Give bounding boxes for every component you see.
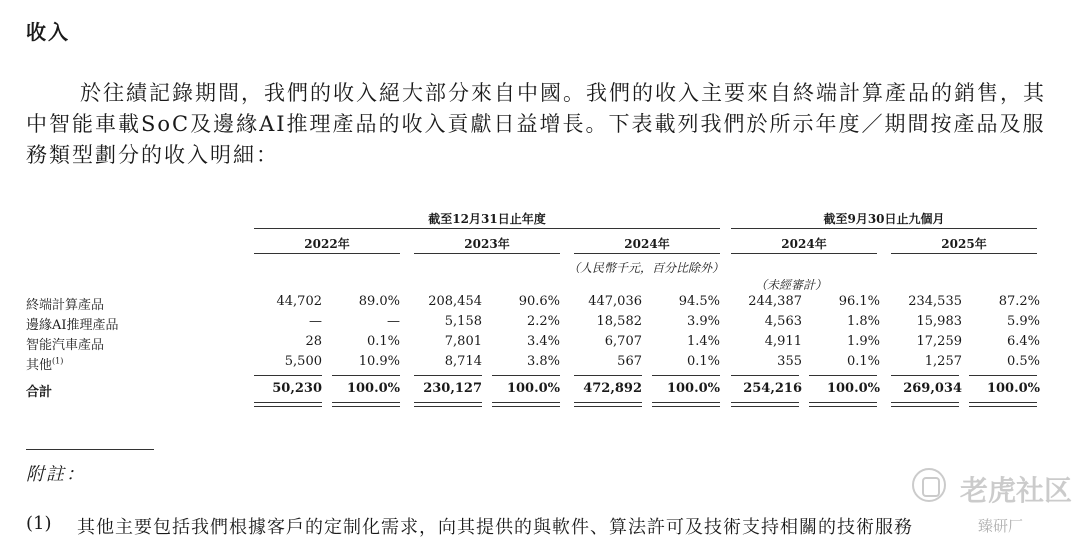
table-cell: 94.5% bbox=[678, 294, 720, 309]
table-cell: 87.2% bbox=[998, 294, 1040, 309]
total-double-line bbox=[254, 402, 322, 407]
watermark-logo-icon bbox=[912, 468, 946, 502]
table-cell: 50,230 bbox=[272, 381, 322, 396]
table-cell: 15,983 bbox=[916, 314, 962, 329]
group-line-year bbox=[254, 228, 720, 229]
table-cell: 1.4% bbox=[686, 334, 720, 349]
total-double-line bbox=[414, 402, 482, 407]
table-cell: 1,257 bbox=[924, 354, 962, 369]
subtotal-line bbox=[969, 375, 1037, 376]
table-cell: 447,036 bbox=[588, 294, 642, 309]
subtotal-line bbox=[414, 375, 482, 376]
year-header: 2024年 bbox=[781, 237, 827, 251]
table-row bbox=[26, 334, 1038, 354]
table-cell: 567 bbox=[617, 354, 642, 369]
row-label bbox=[26, 354, 63, 373]
subtotal-line bbox=[731, 375, 799, 376]
table-cell: 18,582 bbox=[596, 314, 642, 329]
table-cell: 0.1% bbox=[686, 354, 720, 369]
table-cell: 96.1% bbox=[838, 294, 880, 309]
notes-title: 附註： bbox=[26, 464, 86, 485]
year-line bbox=[414, 253, 560, 254]
table-cell: 6,707 bbox=[604, 334, 642, 349]
table-cell: 100.0% bbox=[346, 381, 400, 396]
table-cell: 355 bbox=[777, 354, 802, 369]
table-cell: 8,714 bbox=[444, 354, 482, 369]
table-cell: 254,216 bbox=[743, 381, 802, 396]
year-header: 2022年 bbox=[304, 237, 350, 251]
total-row bbox=[26, 381, 1038, 401]
table-cell: 0.5% bbox=[1006, 354, 1040, 369]
table-cell: 234,535 bbox=[908, 294, 962, 309]
subtotal-line bbox=[574, 375, 642, 376]
table-cell: — bbox=[387, 314, 400, 329]
subtotal-line bbox=[492, 375, 560, 376]
table-cell: 230,127 bbox=[423, 381, 482, 396]
table-cell: 4,563 bbox=[764, 314, 802, 329]
total-double-line bbox=[574, 402, 642, 407]
subtotal-line bbox=[254, 375, 322, 376]
total-double-line bbox=[891, 402, 959, 407]
table-cell: 28 bbox=[305, 334, 322, 349]
group-header-nine-months: 截至9月30日止九個月 bbox=[823, 212, 945, 226]
total-double-line bbox=[809, 402, 877, 407]
unit-note: （人民幣千元，百分比除外） bbox=[567, 261, 724, 275]
table-cell: 4,911 bbox=[764, 334, 802, 349]
table-cell: 100.0% bbox=[986, 381, 1040, 396]
table-row bbox=[26, 314, 1038, 334]
table-cell: 0.1% bbox=[846, 354, 880, 369]
subtotal-line bbox=[332, 375, 400, 376]
table-cell: 208,454 bbox=[428, 294, 482, 309]
year-line bbox=[574, 253, 720, 254]
year-line bbox=[891, 253, 1037, 254]
table-cell: 1.8% bbox=[846, 314, 880, 329]
table-cell: 2.2% bbox=[526, 314, 560, 329]
table-cell: 269,034 bbox=[903, 381, 962, 396]
row-label: 智能汽車產品 bbox=[26, 338, 105, 353]
year-header: 2024年 bbox=[624, 237, 670, 251]
table-cell: 7,801 bbox=[444, 334, 482, 349]
table-cell: 5.9% bbox=[1006, 314, 1040, 329]
total-double-line bbox=[652, 402, 720, 407]
table-cell: 3.8% bbox=[526, 354, 560, 369]
group-header-year: 截至12月31日止年度 bbox=[428, 212, 546, 226]
watermark-handle: 臻研厂 bbox=[978, 517, 1024, 535]
subtotal-line bbox=[652, 375, 720, 376]
table-cell: 44,702 bbox=[276, 294, 322, 309]
row-label: 邊緣AI推理產品 bbox=[26, 318, 119, 333]
total-double-line bbox=[492, 402, 560, 407]
year-line bbox=[254, 253, 400, 254]
subtotal-line bbox=[891, 375, 959, 376]
watermark-brand: 老虎社区 bbox=[960, 474, 1073, 507]
year-header: 2023年 bbox=[464, 237, 510, 251]
table-cell: 6.4% bbox=[1006, 334, 1040, 349]
table-cell: 100.0% bbox=[666, 381, 720, 396]
total-label: 合計 bbox=[26, 385, 53, 400]
table-cell: 3.9% bbox=[686, 314, 720, 329]
notes-separator bbox=[26, 449, 154, 450]
total-double-line bbox=[969, 402, 1037, 407]
table-cell: 100.0% bbox=[826, 381, 880, 396]
table-cell: 89.0% bbox=[358, 294, 400, 309]
table-cell: — bbox=[309, 314, 322, 329]
intro-paragraph: 於往績記錄期間，我們的收入絕大部分來自中國。我們的收入主要來自終端計算產品的銷售，其中智能車載SoC及邊緣AI推理產品的收入貢獻日益增長。下表載列我們於所示年度／期間按產品及服務類型劃分的收入明細： bbox=[26, 81, 1046, 167]
table-row bbox=[26, 354, 1038, 374]
year-header: 2025年 bbox=[941, 237, 987, 251]
table-cell: 0.1% bbox=[366, 334, 400, 349]
table-cell: 5,158 bbox=[444, 314, 482, 329]
table-cell: 17,259 bbox=[916, 334, 962, 349]
table-cell: 5,500 bbox=[284, 354, 322, 369]
section-heading: 收入 bbox=[26, 20, 70, 44]
year-line bbox=[731, 253, 877, 254]
row-label: 終端計算產品 bbox=[26, 298, 105, 313]
group-line-nine-months bbox=[731, 228, 1037, 229]
table-cell: 1.9% bbox=[846, 334, 880, 349]
footnote-number: (1) bbox=[26, 513, 52, 534]
row-label-text: 其他 bbox=[26, 358, 53, 373]
table-cell: 472,892 bbox=[583, 381, 642, 396]
footnote-marker: (1) bbox=[52, 356, 64, 366]
total-double-line bbox=[731, 402, 799, 407]
subtotal-line bbox=[809, 375, 877, 376]
table-row bbox=[26, 294, 1038, 314]
footnote-text: 其他主要包括我們根據客戶的定制化需求，向其提供的與軟件、算法許可及技術支持相關的技術服務 bbox=[77, 517, 913, 538]
table-cell: 3.4% bbox=[526, 334, 560, 349]
table-cell: 90.6% bbox=[518, 294, 560, 309]
unaudited-note: （未經審計） bbox=[754, 278, 827, 292]
table-cell: 244,387 bbox=[748, 294, 802, 309]
table-cell: 10.9% bbox=[358, 354, 400, 369]
total-double-line bbox=[332, 402, 400, 407]
table-cell: 100.0% bbox=[506, 381, 560, 396]
